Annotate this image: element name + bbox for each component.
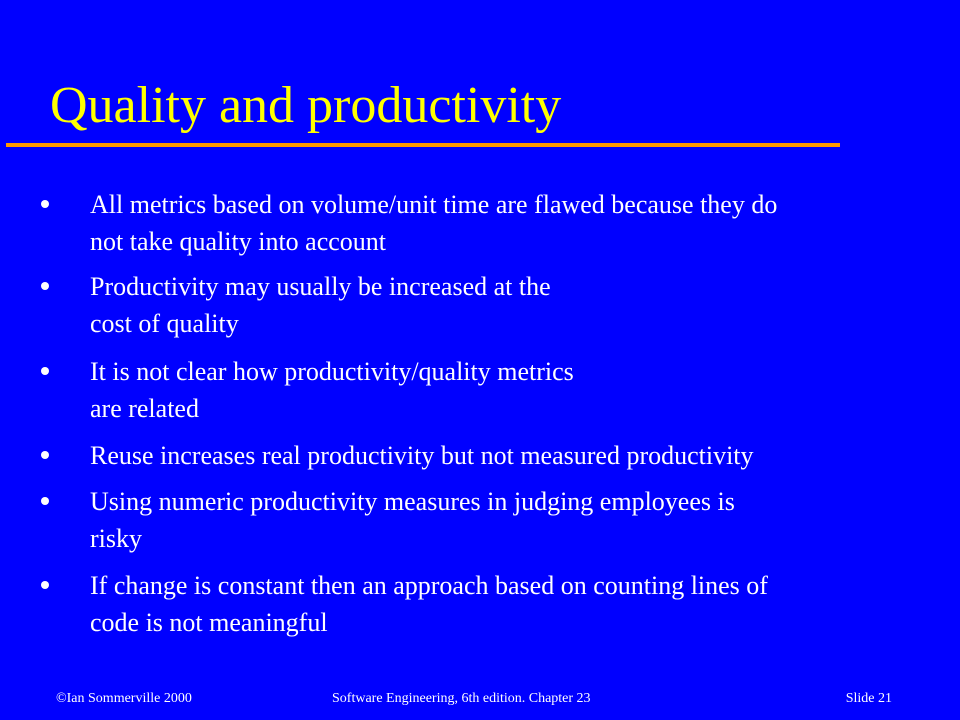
bullet-text-line: not take quality into account: [90, 227, 387, 256]
title-underline: [6, 143, 840, 147]
bullet-item: [90, 268, 942, 342]
bullet-text-line: are related: [90, 394, 199, 423]
bullet-text-line: cost of quality: [90, 309, 239, 338]
bullet-text-line: code is not meaningful: [90, 608, 328, 637]
bullet-text-line: Reuse increases real productivity but not measured productivity: [90, 441, 754, 470]
slide-title: Quality and productivity: [50, 77, 562, 134]
bullet-dot-icon: [41, 497, 49, 505]
bullet-text-line: Using numeric productivity measures in judging employees is: [90, 487, 735, 516]
bullet-item: [90, 483, 942, 557]
bullet-item: [90, 437, 942, 474]
bullet-dot-icon: [41, 581, 49, 589]
bullet-dot-icon: [41, 282, 49, 290]
footer-slide-number: Slide 21: [845, 691, 892, 706]
bullet-item: [90, 567, 942, 641]
footer-copyright: ©Ian Sommerville 2000: [56, 691, 192, 706]
bullet-text-line: risky: [90, 524, 142, 553]
bullet-item: [90, 353, 942, 427]
bullet-text-line: If change is constant then an approach based on counting lines of: [90, 571, 768, 600]
footer-book-title: Software Engineering, 6th edition. Chapter 23: [332, 691, 591, 706]
bullet-dot-icon: [41, 367, 49, 375]
bullet-dot-icon: [41, 200, 49, 208]
bullet-text-line: Productivity may usually be increased at the: [90, 272, 551, 301]
bullet-text-line: It is not clear how productivity/quality metrics: [90, 357, 574, 386]
bullet-dot-icon: [41, 451, 49, 459]
bullet-text-line: All metrics based on volume/unit time are flawed because they do: [90, 190, 778, 219]
bullet-item: [90, 186, 942, 260]
